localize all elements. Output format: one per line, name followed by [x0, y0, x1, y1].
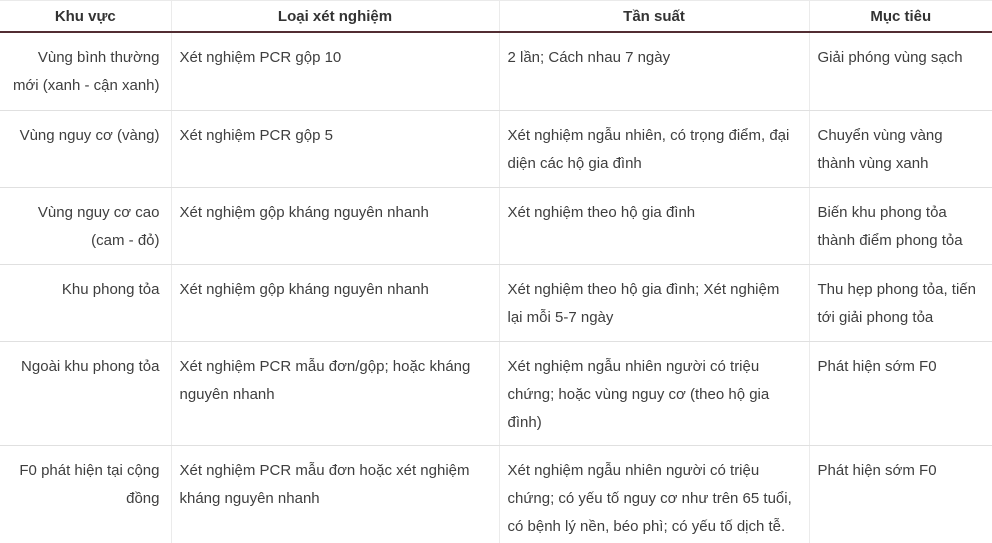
cell-loai-xet-nghiem: Xét nghiệm PCR gộp 5 — [171, 110, 499, 187]
cell-khu-vuc: Ngoài khu phong tỏa — [0, 341, 171, 445]
column-header-khu-vuc: Khu vực — [0, 1, 171, 33]
table-row — [0, 32, 992, 110]
cell-tan-suat: Xét nghiệm ngẫu nhiên người có triệu chứng; hoặc vùng nguy cơ (theo hộ gia đình) — [499, 341, 809, 445]
cell-tan-suat: Xét nghiệm ngẫu nhiên người có triệu chứng; có yếu tố nguy cơ như trên 65 tuổi, có bệnh lý nền, béo phì; có yếu tố dịch tễ. — [499, 445, 809, 543]
cell-muc-tieu: Phát hiện sớm F0 — [809, 341, 992, 445]
table-row — [0, 110, 992, 187]
cell-tan-suat: Xét nghiệm theo hộ gia đình; Xét nghiệm lại mỗi 5-7 ngày — [499, 264, 809, 341]
cell-loai-xet-nghiem: Xét nghiệm gộp kháng nguyên nhanh — [171, 187, 499, 264]
cell-khu-vuc: Vùng nguy cơ cao (cam - đỏ) — [0, 187, 171, 264]
cell-loai-xet-nghiem: Xét nghiệm gộp kháng nguyên nhanh — [171, 264, 499, 341]
cell-khu-vuc: Vùng bình thường mới (xanh - cận xanh) — [0, 32, 171, 110]
cell-tan-suat: 2 lần; Cách nhau 7 ngày — [499, 32, 809, 110]
cell-muc-tieu: Thu hẹp phong tỏa, tiến tới giải phong tỏa — [809, 264, 992, 341]
cell-muc-tieu: Phát hiện sớm F0 — [809, 445, 992, 543]
cell-tan-suat: Xét nghiệm ngẫu nhiên, có trọng điểm, đại diện các hộ gia đình — [499, 110, 809, 187]
column-header-loai-xet-nghiem: Loại xét nghiệm — [171, 1, 499, 33]
cell-loai-xet-nghiem: Xét nghiệm PCR mẫu đơn/gộp; hoặc kháng nguyên nhanh — [171, 341, 499, 445]
table-row — [0, 341, 992, 445]
cell-loai-xet-nghiem: Xét nghiệm PCR gộp 10 — [171, 32, 499, 110]
cell-muc-tieu: Biến khu phong tỏa thành điểm phong tỏa — [809, 187, 992, 264]
table-row — [0, 264, 992, 341]
column-header-tan-suat: Tần suất — [499, 1, 809, 33]
cell-muc-tieu: Chuyển vùng vàng thành vùng xanh — [809, 110, 992, 187]
table-row — [0, 187, 992, 264]
cell-tan-suat: Xét nghiệm theo hộ gia đình — [499, 187, 809, 264]
table-header-row — [0, 1, 992, 33]
cell-khu-vuc: Khu phong tỏa — [0, 264, 171, 341]
column-header-muc-tieu: Mục tiêu — [809, 1, 992, 33]
cell-khu-vuc: Vùng nguy cơ (vàng) — [0, 110, 171, 187]
cell-muc-tieu: Giải phóng vùng sạch — [809, 32, 992, 110]
cell-khu-vuc: F0 phát hiện tại cộng đồng — [0, 445, 171, 543]
table-row — [0, 445, 992, 543]
cell-loai-xet-nghiem: Xét nghiệm PCR mẫu đơn hoặc xét nghiệm kháng nguyên nhanh — [171, 445, 499, 543]
